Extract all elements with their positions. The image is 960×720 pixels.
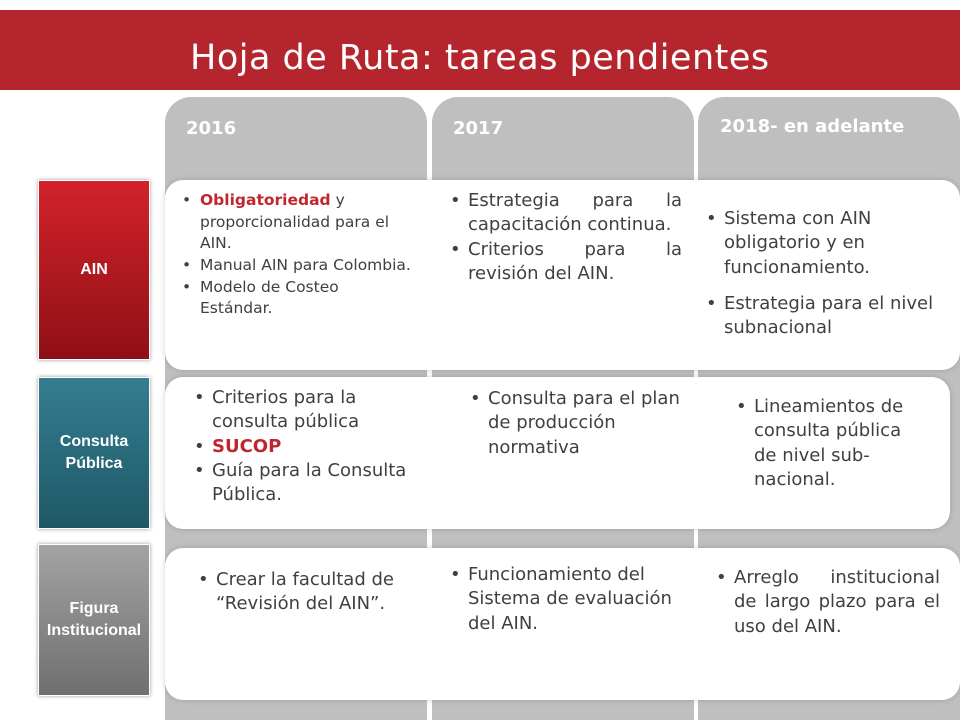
list-item: • Manual AIN para Colombia. [178,255,413,277]
column-header-2018: 2018- en adelante [720,116,905,137]
cell-consulta-2018 [716,395,926,492]
highlight-text: Obligatoriedad [200,191,331,209]
cell-figura-2016 [180,568,420,617]
cell-ain-2018 [702,207,950,340]
title-banner [0,10,960,90]
list-item: • Estrategia para la capacitación continua. [446,189,682,238]
highlight-text: SUCOP [212,435,282,457]
list-item: • Criterios para la revisión del AIN. [446,238,682,287]
list-item: • Estrategia para el nivel subnacional [702,292,950,341]
row-label-ain: AIN [38,180,150,360]
row-label-consulta: Consulta Pública [38,377,150,529]
list-item: • Criterios para la consulta pública [190,386,422,435]
list-item: • Arreglo institucional de largo plazo para el uso del AIN. [712,566,940,639]
list-item: • Sistema con AIN obligatorio y en funcionamiento. [702,207,950,280]
list-item: • Lineamientos de consulta pública de nivel sub-nacional. [732,395,926,492]
list-item: • Consulta para el plan de producción normativa [466,387,688,460]
list-item: • Crear la facultad de “Revisión del AIN”. [194,568,420,617]
list-item: • Modelo de Costeo Estándar. [178,277,413,320]
cell-consulta-2016 [190,386,422,507]
list-item [178,190,413,255]
page-title: Hoja de Ruta: tareas pendientes [190,38,770,78]
cell-ain-2016 [178,190,413,320]
cell-ain-2017 [446,189,682,286]
list-item: • Guía para la Consulta Pública. [190,459,422,508]
row-label-figura: Figura Institucional [38,544,150,696]
column-header-2017: 2017 [453,118,504,139]
list-item [190,435,422,459]
list-item-text: y proporcionalidad para el AIN. [200,191,390,253]
cell-consulta-2017 [450,387,688,460]
column-header-2016: 2016 [186,118,237,139]
list-item: • Funcionamiento del Sistema de evaluación del AIN. [446,563,682,636]
cell-figura-2018 [712,566,940,639]
cell-figura-2017 [446,563,682,636]
